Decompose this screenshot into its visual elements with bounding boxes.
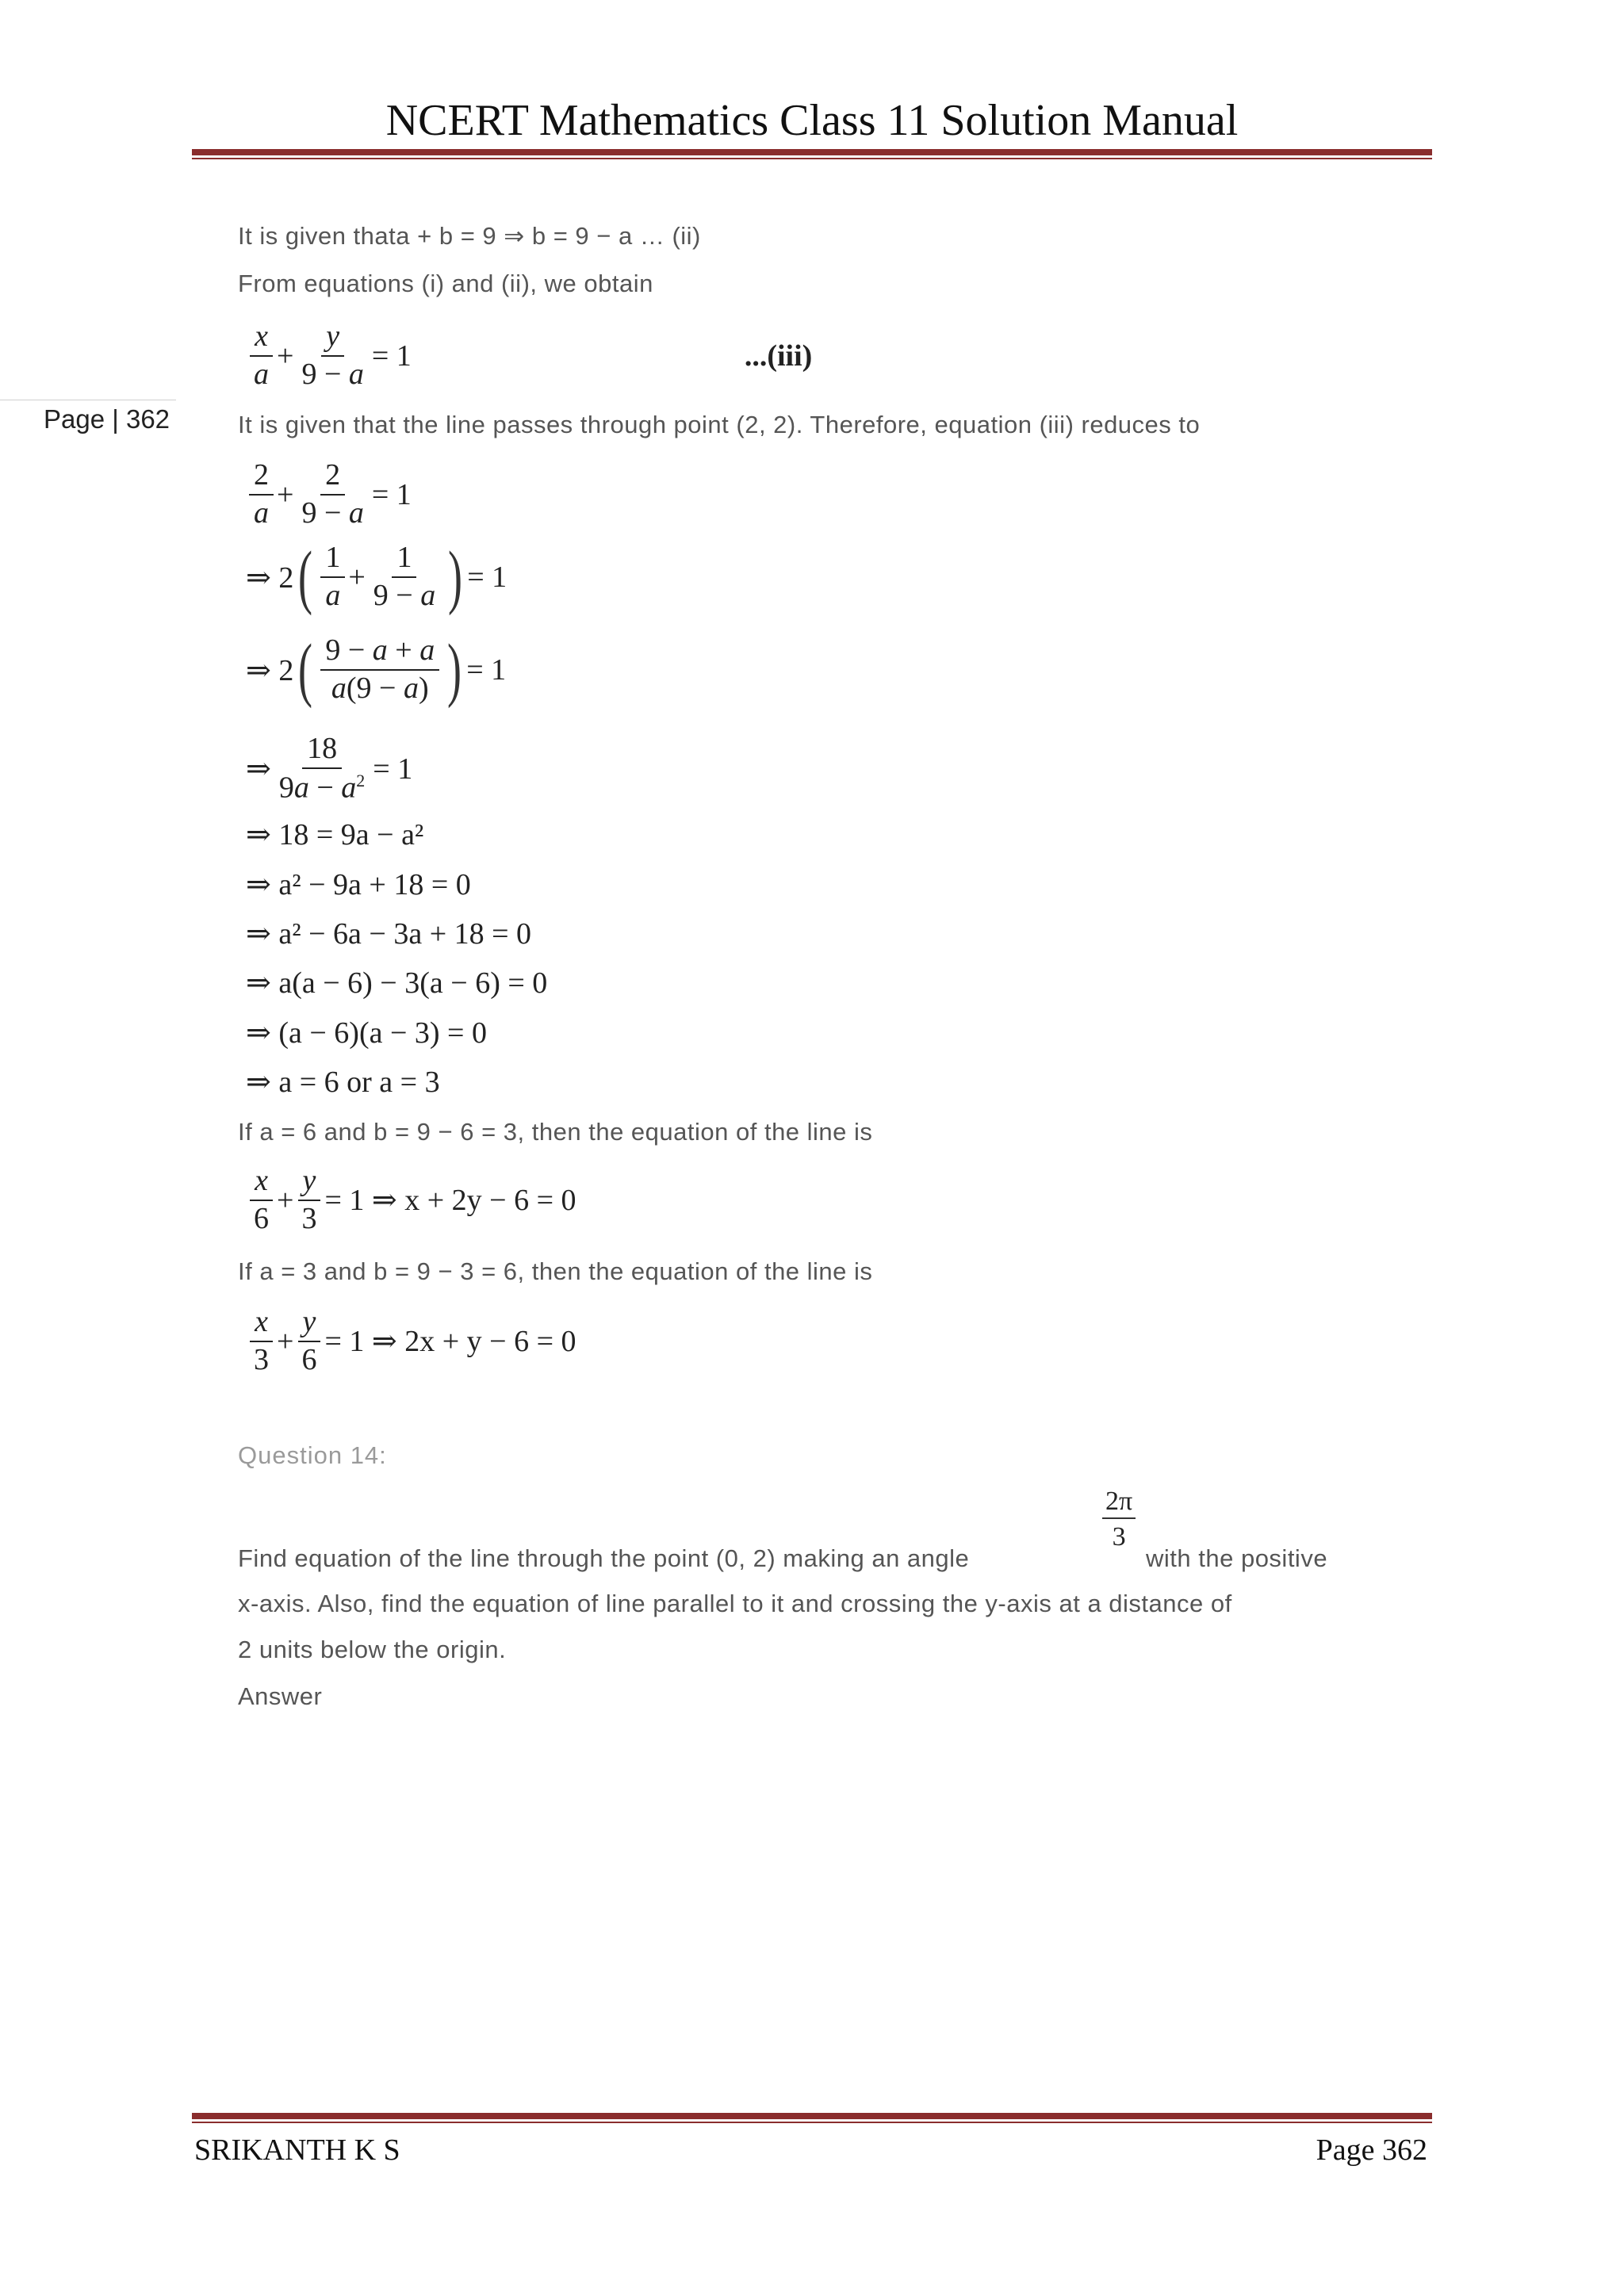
equation-step-9: ⇒ (a − 6)(a − 3) = 0 xyxy=(246,1016,487,1050)
question-text-line-2: x-axis. Also, find the equation of line parallel to it and crossing the y-axis at a distance of xyxy=(238,1590,1232,1617)
footer-page-number: Page 362 xyxy=(1316,2133,1427,2167)
footer-rule xyxy=(192,2113,1432,2123)
equation-step-8: ⇒ a(a − 6) − 3(a − 6) = 0 xyxy=(246,966,548,1000)
page-header-title: NCERT Mathematics Class 11 Solution Manual xyxy=(385,96,1239,145)
equation-step-2: ⇒ 2 ( $\frac{1}{a}$ + $\frac{1}{9 - a}$ ) = 1 xyxy=(246,538,508,616)
text-case-2: If a = 3 and b = 9 − 3 = 6, then the equation of the line is xyxy=(238,1257,873,1285)
text-line-passes-through: It is given that the line passes through point (2, 2). Therefore, equation (iii) reduces to xyxy=(238,411,1201,438)
equation-step-10: ⇒ a = 6 or a = 3 xyxy=(246,1066,440,1099)
equation-case-1-result: = 1 ⇒ x + 2y − 6 = 0 xyxy=(324,1184,576,1218)
text-line-from-equations: From equations (i) and (ii), we obtain xyxy=(238,270,653,297)
angle-numerator: 2π xyxy=(1102,1487,1136,1519)
equation-step-3: ⇒ 2 ( $\frac{9 - a + a}{a(9 - a)}$ ) = 1 xyxy=(246,630,507,709)
page-side-label: Page | 362 xyxy=(44,404,170,434)
answer-label: Answer xyxy=(238,1682,323,1710)
equation-step-6: ⇒ a² − 9a + 18 = 0 xyxy=(246,868,471,901)
equation-step-1: $\frac{2}{a}$ + $\frac{2}{9 - a}$ = 1 xyxy=(246,460,412,530)
question-text-line-1-end: with the positive xyxy=(1146,1544,1328,1572)
footer-author: SRIKANTH K S xyxy=(194,2133,400,2167)
angle-denominator: 3 xyxy=(1112,1522,1126,1552)
equation-tag: ...(iii) xyxy=(744,339,813,373)
equation-iii: $\frac{x}{a}$ + $\frac{y}{9 - a}$ = 1 ...(iii) xyxy=(246,321,812,391)
text-line-given: It is given thata + b = 9 ⇒ b = 9 − a … (ii) xyxy=(238,222,701,250)
equation-case-1: $\frac{x}{6}$ + $\frac{y}{3}$ = 1 ⇒ x + 2y − 6 = 0 xyxy=(246,1165,576,1235)
equation-case-2-result: = 1 ⇒ 2x + y − 6 = 0 xyxy=(324,1325,576,1359)
question-text-line-1: Find equation of the line through the point (0, 2) making an angle xyxy=(238,1544,970,1572)
equation-case-2: $\frac{x}{3}$ + $\frac{y}{6}$ = 1 ⇒ 2x + y − 6 = 0 xyxy=(246,1307,576,1376)
question-text-line-3: 2 units below the origin. xyxy=(238,1636,507,1663)
equation-step-7: ⇒ a² − 6a − 3a + 18 = 0 xyxy=(246,917,532,951)
equation-step-4: ⇒ $\frac{18}{9a - a^2}$ = 1 xyxy=(246,732,413,805)
angle-fraction xyxy=(1102,1487,1136,1552)
question-label: Question 14: xyxy=(238,1441,387,1469)
text-case-1: If a = 6 and b = 9 − 6 = 3, then the equation of the line is xyxy=(238,1118,873,1146)
equation-step-5: ⇒ 18 = 9a − a² xyxy=(246,818,424,851)
